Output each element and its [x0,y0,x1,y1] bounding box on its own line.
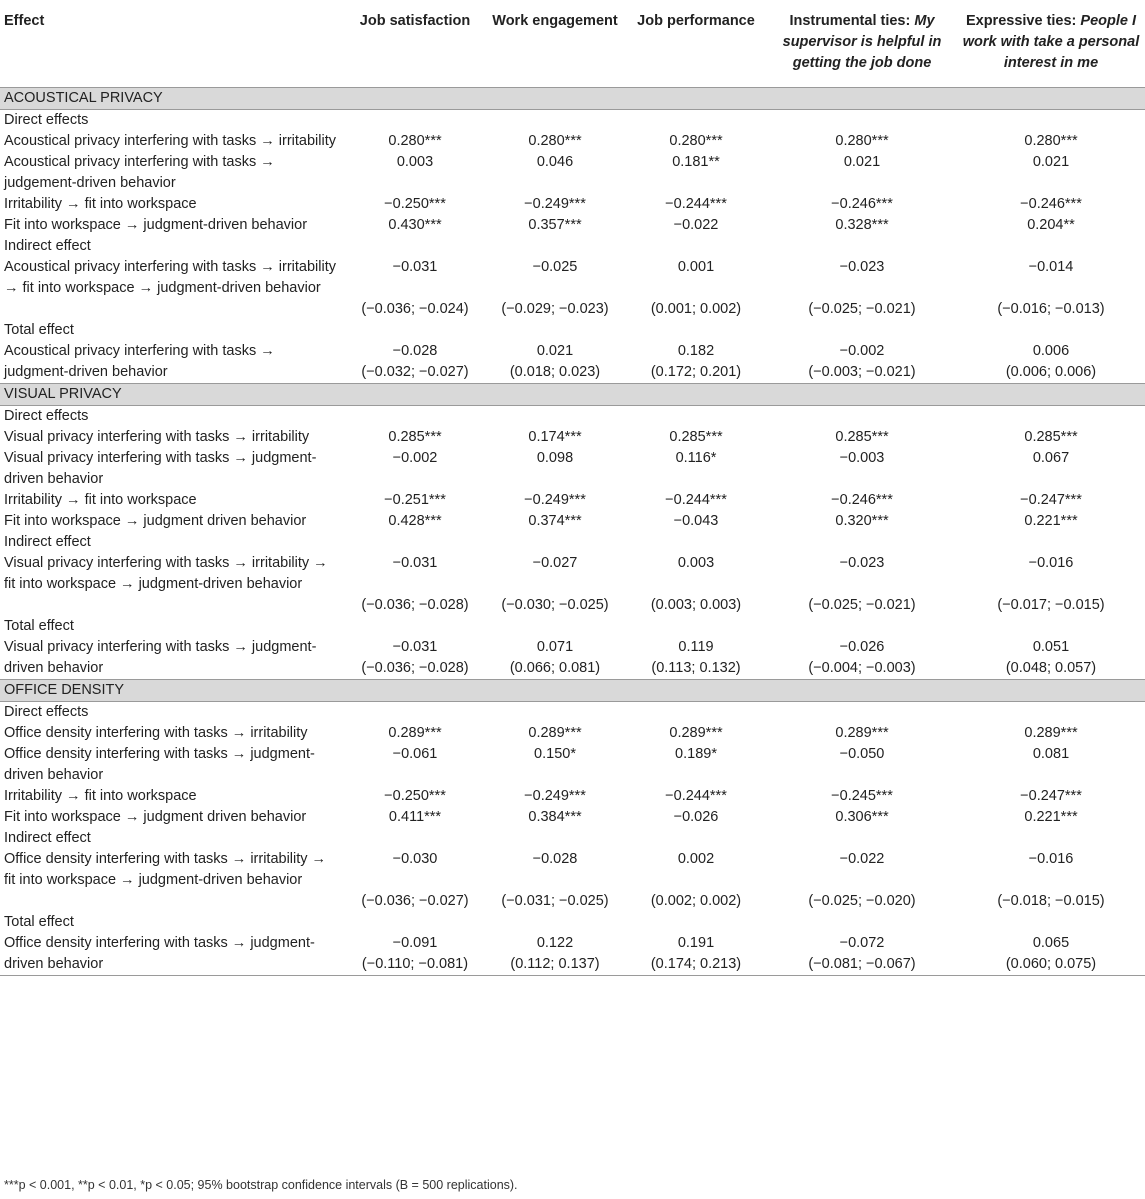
effect-value-cell [957,131,1145,152]
coefficient: 0.285*** [388,429,442,445]
effect-value-cell [957,723,1145,744]
effect-value-cell [625,637,767,680]
effect-value-cell [957,553,1145,616]
confidence-interval: (−0.016; −0.013) [997,301,1105,317]
effect-label: Fit into workspace → judgment driven behavior [4,513,307,529]
effect-value-cell [485,511,625,532]
effect-value-cell [625,723,767,744]
effect-label: Office density interfering with tasks → irritability → fit into workspace → judgment-driven behavior [4,851,327,888]
coefficient: −0.003 [839,450,885,466]
coefficient: 0.150* [534,746,576,762]
effect-value-cell [345,511,485,532]
coefficient: 0.285*** [835,429,889,445]
coefficient: 0.280*** [669,133,723,149]
coefficient: −0.023 [839,555,885,571]
table-body [0,88,1145,976]
effect-value-cell [625,131,767,152]
effect-value-cell [485,257,625,320]
coefficient: 0.182 [677,343,715,359]
table-row [0,194,1145,215]
effect-value-cell [485,637,625,680]
effect-value-cell [345,427,485,448]
effect-label: Acoustical privacy interfering with tasks → irritability → fit into workspace → judgment-driven behavior [4,259,336,296]
effect-value-cell [767,131,957,152]
coefficient: −0.026 [673,809,719,825]
table-row [0,427,1145,448]
coefficient: 0.001 [677,259,715,275]
table-footnote: ***p < 0.001, **p < 0.01, *p < 0.05; 95% bootstrap confidence intervals (B = 500 replications). [4,1178,518,1192]
confidence-interval: (0.060; 0.075) [1005,956,1097,972]
effect-value-cell [625,744,767,786]
coefficient: −0.028 [392,343,438,359]
coefficient: 0.430*** [388,217,442,233]
effect-label: Visual privacy interfering with tasks → irritability [4,429,310,445]
coefficient: 0.280*** [528,133,582,149]
header-job-performance: Job performance [625,0,767,88]
effect-value-cell [767,511,957,532]
effect-value-cell [345,723,485,744]
effect-value-cell [957,448,1145,490]
confidence-interval: (−0.081; −0.067) [808,956,916,972]
effect-value-cell [485,807,625,828]
coefficient: −0.031 [392,639,438,655]
confidence-interval: (−0.025; −0.021) [808,597,916,613]
coefficient: −0.027 [532,555,578,571]
confidence-interval: (0.002; 0.002) [650,893,742,909]
coefficient: 0.191 [677,935,715,951]
effect-value-cell [957,341,1145,384]
effect-value-cell [345,933,485,976]
effect-label: Office density interfering with tasks → judgment-driven behavior [4,746,315,783]
effect-value-cell [625,807,767,828]
effect-value-cell [345,744,485,786]
effect-value-cell [767,341,957,384]
table-row [0,723,1145,744]
coefficient: −0.247*** [1020,788,1082,804]
table-row [0,933,1145,976]
coefficient: −0.030 [392,851,438,867]
confidence-interval: (−0.110; −0.081) [361,956,469,972]
coefficient: 0.003 [396,154,434,170]
effect-value-cell [485,194,625,215]
coefficient: 0.280*** [835,133,889,149]
effect-label: Irritability → fit into workspace [4,196,197,212]
section-title: OFFICE DENSITY [0,680,1145,702]
effect-value-cell [767,723,957,744]
coefficient: −0.002 [839,343,885,359]
confidence-interval: (−0.018; −0.015) [997,893,1105,909]
effect-value-cell [767,637,957,680]
table-row [0,131,1145,152]
coefficient: 0.002 [677,851,715,867]
subsection-header [0,110,1145,132]
confidence-interval: (−0.004; −0.003) [808,660,916,676]
effect-label: Irritability → fit into workspace [4,788,197,804]
table-row [0,511,1145,532]
subsection-title: Direct effects [4,112,89,128]
table-row [0,341,1145,384]
coefficient: −0.072 [839,935,885,951]
effect-value-cell [767,490,957,511]
effect-value-cell [485,131,625,152]
coefficient: −0.249*** [524,196,586,212]
effect-value-cell [625,786,767,807]
effect-label: Acoustical privacy interfering with tasks → judgement-driven behavior [4,154,275,191]
effect-value-cell [767,553,957,616]
table-row [0,744,1145,786]
effect-value-cell [485,490,625,511]
coefficient: −0.247*** [1020,492,1082,508]
effect-value-cell [485,215,625,236]
coefficient: 0.119 [678,639,714,655]
coefficient: 0.289*** [835,725,889,741]
effect-value-cell [485,152,625,194]
effect-value-cell [625,490,767,511]
effect-value-cell [625,257,767,320]
coefficient: −0.022 [673,217,719,233]
effect-value-cell [345,849,485,912]
effect-value-cell [485,744,625,786]
coefficient: −0.250*** [384,788,446,804]
effect-value-cell [625,849,767,912]
subsection-title: Indirect effect [4,830,91,846]
subsection-title: Indirect effect [4,534,91,550]
effect-value-cell [625,215,767,236]
header-job-satisfaction: Job satisfaction [345,0,485,88]
confidence-interval: (−0.030; −0.025) [501,597,609,613]
confidence-interval: (0.174; 0.213) [650,956,742,972]
coefficient: −0.031 [392,555,438,571]
subsection-title: Total effect [4,618,74,634]
header-row [0,0,1145,88]
coefficient: −0.025 [532,259,578,275]
effect-value-cell [485,553,625,616]
coefficient: −0.050 [839,746,885,762]
confidence-interval: (0.048; 0.057) [1005,660,1097,676]
confidence-interval: (0.113; 0.132) [651,660,741,676]
effect-value-cell [345,257,485,320]
coefficient: 0.289*** [528,725,582,741]
coefficient: −0.249*** [524,788,586,804]
coefficient: −0.014 [1028,259,1074,275]
coefficient: 0.280*** [1024,133,1078,149]
effect-value-cell [625,194,767,215]
effect-value-cell [345,490,485,511]
effect-value-cell [957,427,1145,448]
confidence-interval: (−0.032; −0.027) [361,364,469,380]
confidence-interval: (0.172; 0.201) [650,364,742,380]
effect-value-cell [485,786,625,807]
effect-value-cell [345,637,485,680]
coefficient: −0.028 [532,851,578,867]
coefficient: −0.026 [839,639,885,655]
effect-label: Office density interfering with tasks → judgment-driven behavior [0,933,345,976]
effect-label: Fit into workspace → judgment-driven behavior [4,217,308,233]
effect-value-cell [767,933,957,976]
effect-value-cell [625,553,767,616]
confidence-interval: (−0.036; −0.028) [361,660,469,676]
confidence-interval: (0.006; 0.006) [1005,364,1097,380]
coefficient: 0.320*** [835,513,889,529]
effect-value-cell [957,511,1145,532]
effect-value-cell [767,215,957,236]
confidence-interval: (−0.025; −0.020) [808,893,916,909]
effect-label: Office density interfering with tasks → irritability [4,725,308,741]
table-row [0,257,1145,320]
coefficient: 0.051 [1032,639,1070,655]
coefficient: 0.357*** [528,217,582,233]
effect-label: Acoustical privacy interfering with tasks → irritability [4,133,336,149]
subsection-header [0,320,1145,341]
effect-value-cell [767,427,957,448]
subsection-header [0,616,1145,637]
subsection-title: Direct effects [4,408,89,424]
coefficient: −0.244*** [665,196,727,212]
header-expressive-ties: Expressive ties: People I work with take a personal interest in me [957,0,1145,88]
effect-label: Fit into workspace → judgment driven behavior [4,809,307,825]
subsection-title: Total effect [4,322,74,338]
effect-value-cell [767,786,957,807]
effect-value-cell [767,152,957,194]
subsection-title: Indirect effect [4,238,91,254]
confidence-interval: (−0.025; −0.021) [808,301,916,317]
section-header [0,88,1145,110]
coefficient: 0.081 [1032,746,1070,762]
effect-value-cell [957,849,1145,912]
coefficient: 0.071 [536,639,574,655]
subsection-title: Total effect [4,914,74,930]
effect-value-cell [345,131,485,152]
coefficient: 0.067 [1032,450,1070,466]
effect-value-cell [767,744,957,786]
effect-value-cell [767,257,957,320]
coefficient: 0.328*** [835,217,889,233]
table-row [0,553,1145,616]
effect-value-cell [345,448,485,490]
effect-value-cell [625,152,767,194]
coefficient: 0.098 [536,450,574,466]
effect-value-cell [957,807,1145,828]
effect-value-cell [957,933,1145,976]
coefficient: 0.411*** [388,809,442,825]
coefficient: −0.002 [392,450,438,466]
effect-value-cell [345,194,485,215]
coefficient: −0.244*** [665,788,727,804]
coefficient: 0.289*** [388,725,442,741]
effect-value-cell [767,448,957,490]
confidence-interval: (0.066; 0.081) [509,660,601,676]
coefficient: −0.250*** [384,196,446,212]
effect-value-cell [767,194,957,215]
table-row [0,849,1145,912]
table-row [0,786,1145,807]
effect-value-cell [957,152,1145,194]
table-row [0,637,1145,680]
effect-label: Visual privacy interfering with tasks → judgment-driven behavior [4,639,317,676]
effect-value-cell [485,341,625,384]
coefficient: 0.122 [536,935,574,951]
coefficient: −0.246*** [1020,196,1082,212]
coefficient: 0.221*** [1024,513,1078,529]
effect-label: Visual privacy interfering with tasks → judgment-driven behavior [4,450,317,487]
effect-label: Visual privacy interfering with tasks → irritability → fit into workspace → judgment-driven behavior [4,555,328,592]
coefficient: −0.245*** [831,788,893,804]
effect-value-cell [345,215,485,236]
effect-label: Irritability → fit into workspace [4,492,197,508]
subsection-title: Direct effects [4,704,89,720]
coefficient: −0.031 [392,259,438,275]
effect-value-cell [957,786,1145,807]
effect-value-cell [345,341,485,384]
effect-value-cell [345,553,485,616]
coefficient: 0.285*** [1024,429,1078,445]
subsection-header [0,236,1145,257]
effect-value-cell [345,786,485,807]
coefficient: −0.016 [1028,555,1074,571]
effect-value-cell [957,744,1145,786]
effect-value-cell [485,933,625,976]
effect-value-cell [625,448,767,490]
coefficient: 0.181** [672,154,720,170]
section-header [0,384,1145,406]
confidence-interval: (−0.031; −0.025) [501,893,609,909]
confidence-interval: (0.112; 0.137) [510,956,600,972]
subsection-header [0,702,1145,724]
coefficient: 0.065 [1032,935,1070,951]
effect-label: Acoustical privacy interfering with tasks → judgment-driven behavior [4,343,275,380]
coefficient: 0.189* [675,746,717,762]
effect-value-cell [485,849,625,912]
coefficient: −0.043 [673,513,719,529]
coefficient: 0.428*** [388,513,442,529]
header-instrumental-ties: Instrumental ties: My supervisor is helpful in getting the job done [767,0,957,88]
subsection-header [0,912,1145,933]
coefficient: 0.374*** [528,513,582,529]
coefficient: −0.246*** [831,196,893,212]
header-effect: Effect [0,0,345,88]
coefficient: 0.003 [677,555,715,571]
confidence-interval: (−0.036; −0.028) [361,597,469,613]
coefficient: 0.280*** [388,133,442,149]
coefficient: 0.006 [1032,343,1070,359]
effect-value-cell [345,807,485,828]
coefficient: 0.046 [536,154,574,170]
coefficient: −0.246*** [831,492,893,508]
effect-value-cell [957,194,1145,215]
effect-value-cell [625,511,767,532]
effect-value-cell [345,152,485,194]
effect-value-cell [485,448,625,490]
effect-value-cell [625,341,767,384]
coefficient: 0.306*** [835,809,889,825]
confidence-interval: (−0.029; −0.023) [501,301,609,317]
effect-value-cell [625,933,767,976]
effect-value-cell [485,427,625,448]
coefficient: 0.384*** [528,809,582,825]
confidence-interval: (0.018; 0.023) [509,364,601,380]
coefficient: 0.289*** [1024,725,1078,741]
confidence-interval: (0.003; 0.003) [650,597,742,613]
table-row [0,215,1145,236]
confidence-interval: (−0.036; −0.027) [361,893,469,909]
subsection-header [0,532,1145,553]
coefficient: −0.016 [1028,851,1074,867]
effect-value-cell [957,257,1145,320]
coefficient: 0.289*** [669,725,723,741]
subsection-header [0,828,1145,849]
section-title: VISUAL PRIVACY [0,384,1145,406]
section-title: ACOUSTICAL PRIVACY [0,88,1145,110]
coefficient: 0.221*** [1024,809,1078,825]
confidence-interval: (−0.017; −0.015) [997,597,1105,613]
confidence-interval: (−0.036; −0.024) [361,301,469,317]
coefficient: 0.285*** [669,429,723,445]
section-header [0,680,1145,702]
coefficient: −0.091 [392,935,438,951]
effect-value-cell [767,849,957,912]
coefficient: 0.174*** [528,429,582,445]
header-work-engagement: Work engagement [485,0,625,88]
coefficient: 0.116* [675,450,717,466]
coefficient: −0.244*** [665,492,727,508]
confidence-interval: (−0.003; −0.021) [808,364,916,380]
table-row [0,152,1145,194]
coefficient: −0.022 [839,851,885,867]
coefficient: 0.021 [536,343,574,359]
effect-value-cell [767,807,957,828]
coefficient: 0.021 [1032,154,1070,170]
coefficient: −0.249*** [524,492,586,508]
effect-value-cell [957,637,1145,680]
table-row [0,490,1145,511]
coefficient: −0.251*** [384,492,446,508]
coefficient: −0.061 [392,746,438,762]
table-row [0,448,1145,490]
confidence-interval: (0.001; 0.002) [650,301,742,317]
effect-value-cell [957,215,1145,236]
coefficient: 0.021 [843,154,881,170]
effect-value-cell [957,490,1145,511]
effect-value-cell [485,723,625,744]
table-row [0,807,1145,828]
coefficient: −0.023 [839,259,885,275]
coefficient: 0.204** [1027,217,1075,233]
effect-value-cell [625,427,767,448]
subsection-header [0,406,1145,428]
